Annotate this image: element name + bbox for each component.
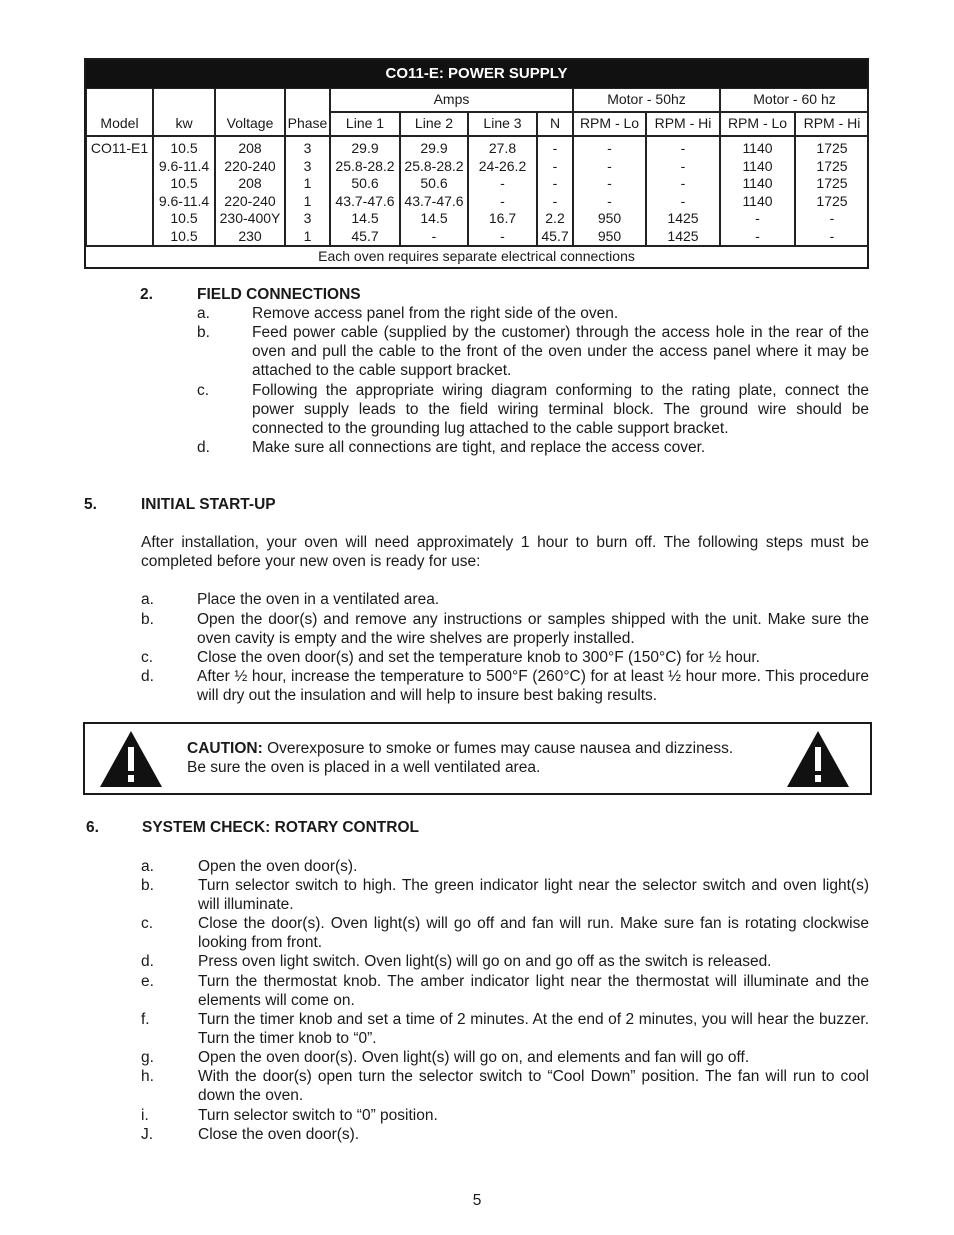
header-line1: Line 1 [330,112,400,136]
header-cell [153,88,215,136]
table-footer: Each oven requires separate electrical connections [86,245,867,267]
table-cell: 29.9 [351,140,379,156]
list-item-letter: g. [141,1049,154,1066]
table-cell: - [607,192,612,209]
table-cell: 230-400Y [219,210,281,227]
table-cell: - [431,227,437,244]
table-cell: 220-240 [224,157,276,174]
header-motor-50hz: Motor - 50hz [573,88,720,112]
list-item-text: After ½ hour, increase the temperature to 500°F (260°C) for at least ½ hour more. This procedure will dry out the insulation and will help to insure best baking results. [197,668,869,705]
table-cell: 220-240 [224,192,276,209]
table-cell: 950 [597,227,622,244]
table-cell: 50.6 [351,175,379,192]
page-number: 5 [472,1192,482,1209]
table-cell: 9.6-11.4 [158,192,210,209]
table-cell: 3 [303,210,312,227]
list-item-text: Open the oven door(s). Oven light(s) will go on, and elements and fan will go off. [198,1049,750,1066]
table-cell: - [552,157,558,174]
list-item-text: Make sure all connections are tight, and replace the access cover. [252,439,706,456]
table-cell: - [552,175,558,192]
list-item-text: Turn selector switch to high. The green indicator light near the selector switch and oven light(s) will illuminate. [198,877,869,914]
list-item-text: Place the oven in a ventilated area. [197,591,440,608]
section-number: 5. [84,496,97,513]
table-column [573,140,646,246]
header-rpm-lo-60: RPM - Lo [720,112,795,136]
table-cell: - [829,210,835,227]
caution-box [83,722,872,795]
header-motor-60hz: Motor - 60 hz [720,88,869,112]
section-heading: INITIAL START-UP [141,496,276,513]
table-cell: - [500,192,505,209]
header-line3: Line 3 [468,112,537,136]
list-item-letter: b. [141,877,154,894]
section-number: 2. [140,286,153,303]
list-item-letter: c. [141,915,154,932]
table-cell: 43.7-47.6 [404,192,464,209]
table-column [646,140,720,246]
header-model: Model [100,115,139,131]
table-cell: CO11-E1 [90,140,149,156]
table-cell: - [755,227,760,244]
table-column [330,140,400,246]
table-cell: - [829,227,835,244]
table-cell: 230 [238,227,262,244]
table-cell: 1140 [742,157,773,174]
table-cell: - [607,140,612,156]
list-item-text: Open the door(s) and remove any instructions or samples shipped with the unit. Make sure the oven cavity is empty and the wire shelves are properly installed. [197,611,869,648]
table-cell: - [552,140,558,156]
table-cell: - [680,192,686,209]
list-item-text: Following the appropriate wiring diagram conforming to the rating plate, connect the power supply leads to the field wiring terminal block. The ground wire should be connected to the grounding lug attached to the cable support bracket. [252,382,869,438]
table-cell: 1725 [816,192,848,209]
table-column [720,140,795,246]
header-cell [215,88,285,136]
list-item-letter: a. [141,858,154,875]
table-title: CO11-E: POWER SUPPLY [86,60,867,88]
table-column [537,140,573,246]
table-cell: 2.2 [545,210,565,227]
list-item-letter: f. [141,1011,150,1028]
table-cell: 14.5 [420,210,448,227]
table-cell: 14.5 [351,210,379,227]
table-cell: 50.6 [420,175,448,192]
list-item-letter: a. [141,591,154,608]
table-column [400,140,468,246]
table-cell: 45.7 [351,227,379,244]
table-cell: 25.8-28.2 [335,157,395,174]
table-cell: - [500,227,505,244]
table-cell: - [755,210,760,227]
table-cell: - [680,157,686,174]
table-column [285,140,330,246]
table-cell: 1425 [667,227,699,244]
list-item-text: Remove access panel from the right side of the oven. [252,305,619,322]
table-cell: 45.7 [541,227,569,244]
power-supply-table [84,58,869,269]
list-item-text: Turn the thermostat knob. The amber indicator light near the thermostat will illuminate and the elements will come on. [198,973,869,1010]
table-cell: 10.5 [170,140,198,156]
table-cell: - [552,192,558,209]
list-item-text: Close the door(s). Oven light(s) will go off and fan will run. Make sure fan is rotating clockwise looking from front. [198,915,869,952]
table-column [86,140,153,158]
list-item-letter: b. [197,324,210,341]
list-item-letter: J. [141,1126,154,1143]
header-kw: kw [175,115,193,131]
table-cell: 950 [597,210,622,227]
header-n: N [537,112,573,136]
list-item-text: Turn the timer knob and set a time of 2 minutes. At the end of 2 minutes, you will hear the buzzer. Turn the timer knob to “0”. [198,1011,869,1048]
list-item-letter: a. [197,305,210,322]
table-cell: 3 [303,157,312,174]
list-item-text: Open the oven door(s). [198,858,358,875]
table-cell: 1 [303,192,312,209]
table-cell: 1140 [742,192,773,209]
header-voltage: Voltage [226,115,274,131]
header-phase: Phase [287,115,328,131]
table-cell: - [607,175,612,192]
list-item-text: Press oven light switch. Oven light(s) will go on and go off as the switch is released. [198,953,772,970]
list-item-letter: d. [141,953,154,970]
list-item-letter: e. [141,973,154,990]
list-item-text: Turn selector switch to “0” position. [198,1107,438,1124]
list-item-letter: b. [141,611,154,628]
table-cell: 29.9 [420,140,448,156]
table-cell: - [680,140,686,156]
table-cell: 1 [303,227,312,244]
table-cell: 43.7-47.6 [335,192,395,209]
caution-label: CAUTION: [187,740,263,757]
header-cell [285,88,330,136]
table-cell: 10.5 [170,210,198,227]
table-cell: 208 [238,140,262,156]
caution-line2: Be sure the oven is placed in a well ventilated area. [187,759,541,777]
section-heading: FIELD CONNECTIONS [197,286,361,303]
list-item-text: Feed power cable (supplied by the customer) through the access hole in the rear of the oven and pull the cable to the front of the oven under the access panel where it may be attached to the cable support bracket. [252,324,869,380]
table-cell: 1 [303,175,312,192]
table-cell: 1725 [816,140,848,156]
table-cell: 10.5 [170,227,198,244]
list-item-letter: d. [141,668,154,685]
table-cell: - [500,175,505,192]
header-line2: Line 2 [400,112,468,136]
table-column [215,140,285,246]
header-rpm-hi-50: RPM - Hi [646,112,720,136]
table-cell: 1425 [667,210,699,227]
header-amps: Amps [330,88,573,112]
table-column [153,140,215,246]
table-cell: 16.7 [488,210,517,227]
table-cell: 3 [303,140,312,156]
table-cell: 10.5 [170,175,198,192]
table-cell: 1140 [742,140,773,156]
table-cell: 27.8 [488,140,517,156]
table-cell: 24-26.2 [478,157,527,174]
caution-line1: Overexposure to smoke or fumes may cause nausea and dizziness. [262,740,734,757]
section-heading: SYSTEM CHECK: ROTARY CONTROL [142,819,419,836]
list-item-text: With the door(s) open turn the selector switch to “Cool Down” position. The fan will run to cool down the oven. [198,1068,869,1105]
warning-triangle-icon [787,731,849,787]
table-cell: 1725 [816,175,848,192]
table-column [795,140,869,246]
intro-paragraph: After installation, your oven will need approximately 1 hour to burn off. The following steps must be completed before your new oven is ready for use: [141,534,869,571]
section-number: 6. [86,819,99,836]
list-item-letter: c. [197,382,210,399]
table-cell: 1725 [816,157,848,174]
table-column [468,140,537,246]
list-item-letter: h. [141,1068,154,1085]
header-rpm-lo-50: RPM - Lo [573,112,646,136]
table-cell: 25.8-28.2 [404,157,464,174]
list-item-letter: d. [197,439,210,456]
table-cell: 9.6-11.4 [158,157,210,174]
list-item-letter: c. [141,649,154,666]
header-cell [86,88,153,136]
caution-text [187,739,787,777]
warning-triangle-icon [100,731,162,787]
list-item-letter: i. [141,1107,149,1124]
table-cell: - [607,157,612,174]
list-item-text: Close the oven door(s) and set the temperature knob to 300°F (150°C) for ½ hour. [197,649,760,666]
table-cell: 208 [238,175,262,192]
header-rpm-hi-60: RPM - Hi [795,112,869,136]
list-item-text: Close the oven door(s). [198,1126,360,1143]
table-cell: 1140 [742,175,773,192]
table-cell: - [680,175,686,192]
